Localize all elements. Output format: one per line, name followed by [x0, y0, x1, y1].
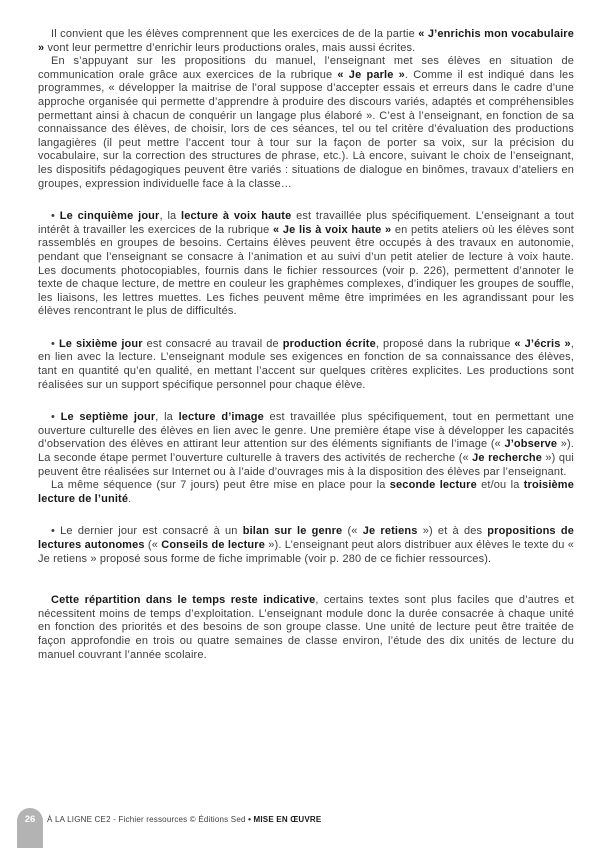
bullet-dernier-jour: • Le dernier jour est consacré à un bilan sur le genre (« Je retiens ») et à des propositions de lectures autonomes (« Conseils de lecture »). L’enseignant peut alors distribuer aux élèves le texte du « Je retiens » proposé sous forme de fiche imprimable (voir p. 280 de ce fichier ressources).	[38, 525, 574, 565]
footer-book-credit: À LA LIGNE CE2 - Fichier ressources © Éditions Sed	[47, 815, 249, 824]
paragraph-intro-vocabulaire: Il convient que les élèves comprennent que les exercices de de la partie « J’enrichis mon vocabulaire » vont leur permettre d’enrichir leurs productions orales, mais aussi écrites.	[38, 28, 574, 54]
footer-separator-dot: •	[248, 815, 254, 824]
paragraph-meme-sequence: La même séquence (sur 7 jours) peut être mise en place pour la seconde lecture et/ou la troisième lecture de l’unité.	[38, 479, 574, 505]
bullet-cinquieme-jour: • Le cinquième jour, la lecture à voix haute est travaillée plus spécifiquement. L’enseignant a tout intérêt à travailler les exercices de la rubrique « Je lis à voix haute » en petits ateliers où les élèves sont rassemblés en groupes de besoins. Certains élèves peuvent être occupés à des travaux en autonomie, pendant que l’enseignant se consacre à l’animation et au suivi d’un petit atelier de lecture à voix haute. Les documents photocopiables, fournis dans le fichier ressources (voir p. 226), permettent d’annoter le texte de chaque lecture, de mettre en couleur les graphèmes complexes, d’indiquer les groupes de souffle, les liaisons, les lettres muettes. Les fiches peuvent même être imprimées en les agrandissant pour les élèves rencontrant le plus de difficultés.	[38, 210, 575, 318]
paragraph-je-parle: En s’appuyant sur les propositions du manuel, l’enseignant met ses élèves en situation de communication orale grâce aux exercices de la rubrique « Je parle ». Comme il est indiqué dans les programmes, « développer la maitrise de l’oral suppose d’accepter essais et erreurs dans le cadre d’une approche organisée qui permette d’apprendre à produire des discours variés, adaptés et compréhensibles permettant ainsi à chacun de conquérir un langage plus élaboré ». C’est à l’enseignant, en fonction de sa connaissance des élèves, de choisir, lors de ces séances, tel ou tel critère d’évaluation des productions langagières (il peut mettre l’accent tour à tour sur la façon de porter sa voix, sur la précision du vocabulaire, sur la correction des structures de phrase, etc.). Là encore, suivant le choix de l’enseignant, les dispositifs pédagogiques peuvent être variés : situations de dialogue en binômes, travaux d’ateliers en groupes, expression individuelle face à la classe…	[38, 55, 574, 190]
paragraph-repartition: Cette répartition dans le temps reste indicative, certains textes sont plus faciles que d’autres et nécessitent moins de temps d’exploitation. L’enseignant module donc la durée consacrée à chaque unité en fonction des priorités et des besoins de son groupe classe. Une unité de lecture peut être traitée de façon approfondie en trois ou quatre semaines de classe environ, l’étude des dix unités de lecture du manuel couvrant l’année scolaire.	[38, 594, 574, 661]
footer-credit-line	[47, 815, 321, 825]
footer-section-label: MISE EN ŒUVRE	[253, 815, 322, 824]
page-number-tab	[17, 808, 43, 848]
page-number: 26	[24, 814, 36, 825]
bullet-sixieme-jour: • Le sixième jour est consacré au travail de production écrite, proposé dans la rubrique « J’écris », en lien avec la lecture. L’enseignant module ses exigences en fonction de sa connaissance des élèves, tant en quantité qu’en qualité, en mettant l’accent sur quelques critères explicites. Les productions sont réalisées sur un support spécifique personnel pour chaque élève.	[38, 337, 574, 391]
page-body-text	[38, 28, 574, 662]
bullet-septieme-jour: • Le septième jour, la lecture d’image est travaillée plus spécifiquement, tout en permettant une ouverture culturelle des élèves en lien avec le genre. Une première étape vise à développer les capacités d’observation des élèves en attirant leur attention sur des éléments signifiants de l’image (« J’observe »). La seconde étape permet l’ouverture culturelle à travers des activités de recherche (« Je recherche ») qui peuvent être réalisées sur Internet ou à l’aide d’ouvrages mis à la disposition des élèves par l’enseignant.	[38, 411, 574, 478]
